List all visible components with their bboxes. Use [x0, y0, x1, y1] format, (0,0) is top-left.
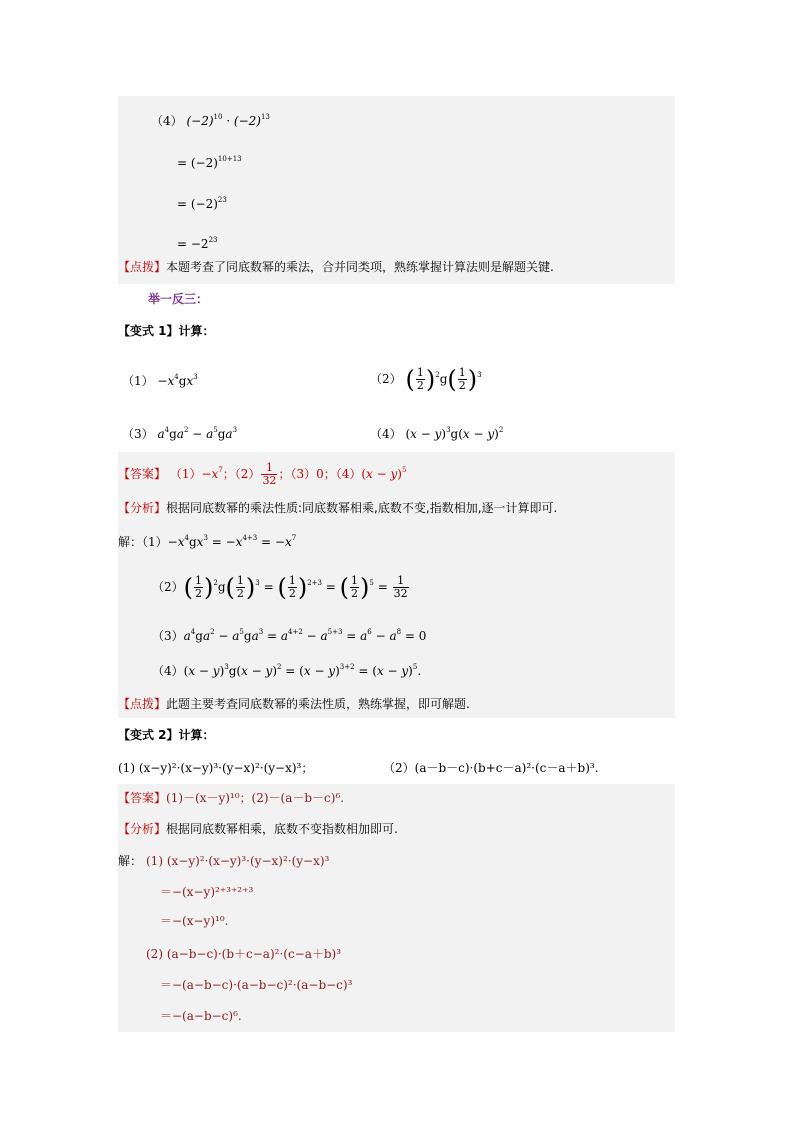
exercise-heading: 举一反三： — [148, 292, 209, 306]
variant2-s1-line1: (1) (x−y)²·(x−y)³·(y−x)²·(y−x)³ — [146, 854, 330, 868]
variant2-s1-line2: ＝−(x−y)²⁺³⁺²⁺³ — [160, 885, 254, 899]
variant2-s2-line2: ＝−(a−b−c)·(a−b−c)²·(a−b−c)³ — [160, 978, 353, 992]
variant2-s1-line3: ＝−(x−y)¹⁰. — [160, 914, 229, 928]
example-step1: = $(-2)^{10+13}$ — [177, 155, 242, 170]
variant1-q2: （2） ( $\frac{1}{2}$ )$^2$g( $\frac{1}{2}$ )$^3$ — [370, 365, 482, 394]
variant2-solution-label: 解： — [118, 854, 143, 868]
example-part4-expression: （4） $(-2)^{10} \cdot (-2)^{13}$ — [151, 113, 270, 128]
variant1-heading: 【变式 1】计算： — [118, 324, 215, 338]
variant1-q4: （4） $(x - y)^3g(x - y)^2$ — [370, 426, 504, 441]
variant1-tip: 【点拨】此题主要考查同底数幂的乘法性质，熟练掌握，即可解题. — [118, 697, 470, 711]
variant2-q2: （2）(a－b－c)·(b+c－a)²·(c－a＋b)³. — [383, 761, 599, 775]
variant2-s2-line1: (2) (a−b−c)·(b＋c−a)²·(c−a＋b)³ — [146, 947, 342, 961]
variant1-solution-4: $(4)(x - y)^3g(x - y)^2 = (x - y)^{3+2} = (x - y)^5$. — [152, 663, 422, 678]
variant1-analysis: 【分析】根据同底数幂的乘法性质:同底数幂相乘,底数不变,指数相加,逐一计算即可. — [118, 501, 558, 515]
variant2-q1: (1) (x−y)²·(x−y)³·(y−x)²·(y−x)³； — [118, 761, 314, 775]
variant1-solution-2: （2）( $\frac{1}{2}$ )$^2$g( $\frac{1}{2}$ )$^3$ = ( $\frac{1}{2}$ )$^{2+3}$ = ( $\frac{1}{2}$ )$^5$ = $\frac{1}{32}$ — [152, 573, 408, 602]
variant2-heading: 【变式 2】计算： — [118, 728, 215, 742]
variant1-answer: 【答案】 $(1)-x^7$；（2） $\frac{1}{32}$ ；（3）0；$(4)(x - y)^5$ — [118, 461, 407, 487]
variant1-solution-1: 解：$(1)-x^4gx^3 = -x^{4+3} = -x^7$ — [118, 534, 297, 549]
example-tip: 【点拨】本题考查了同底数幂的乘法，合并同类项，熟练掌握计算法则是解题关键. — [118, 260, 554, 274]
example-step2: = $(-2)^{23}$ — [177, 196, 227, 211]
example-step3: = $-2^{23}$ — [177, 236, 218, 251]
variant2-analysis: 【分析】根据同底数幂相乘，底数不变指数相加即可. — [118, 822, 398, 836]
variant1-q3: （3） $a^4ga^2 - a^5ga^3$ — [122, 426, 238, 441]
variant1-solution-3: $(3)a^4ga^2 - a^5ga^3 = a^{4+2} - a^{5+3} = a^6 - a^8 = 0$ — [152, 628, 427, 643]
variant1-q1: $(1) -x^4gx^3$ — [122, 373, 198, 388]
variant2-answer: 【答案】(1)－(x－y)¹⁰；(2)－(a－b－c)⁶. — [118, 791, 345, 805]
variant2-s2-line3: ＝−(a−b−c)⁶. — [160, 1009, 242, 1023]
